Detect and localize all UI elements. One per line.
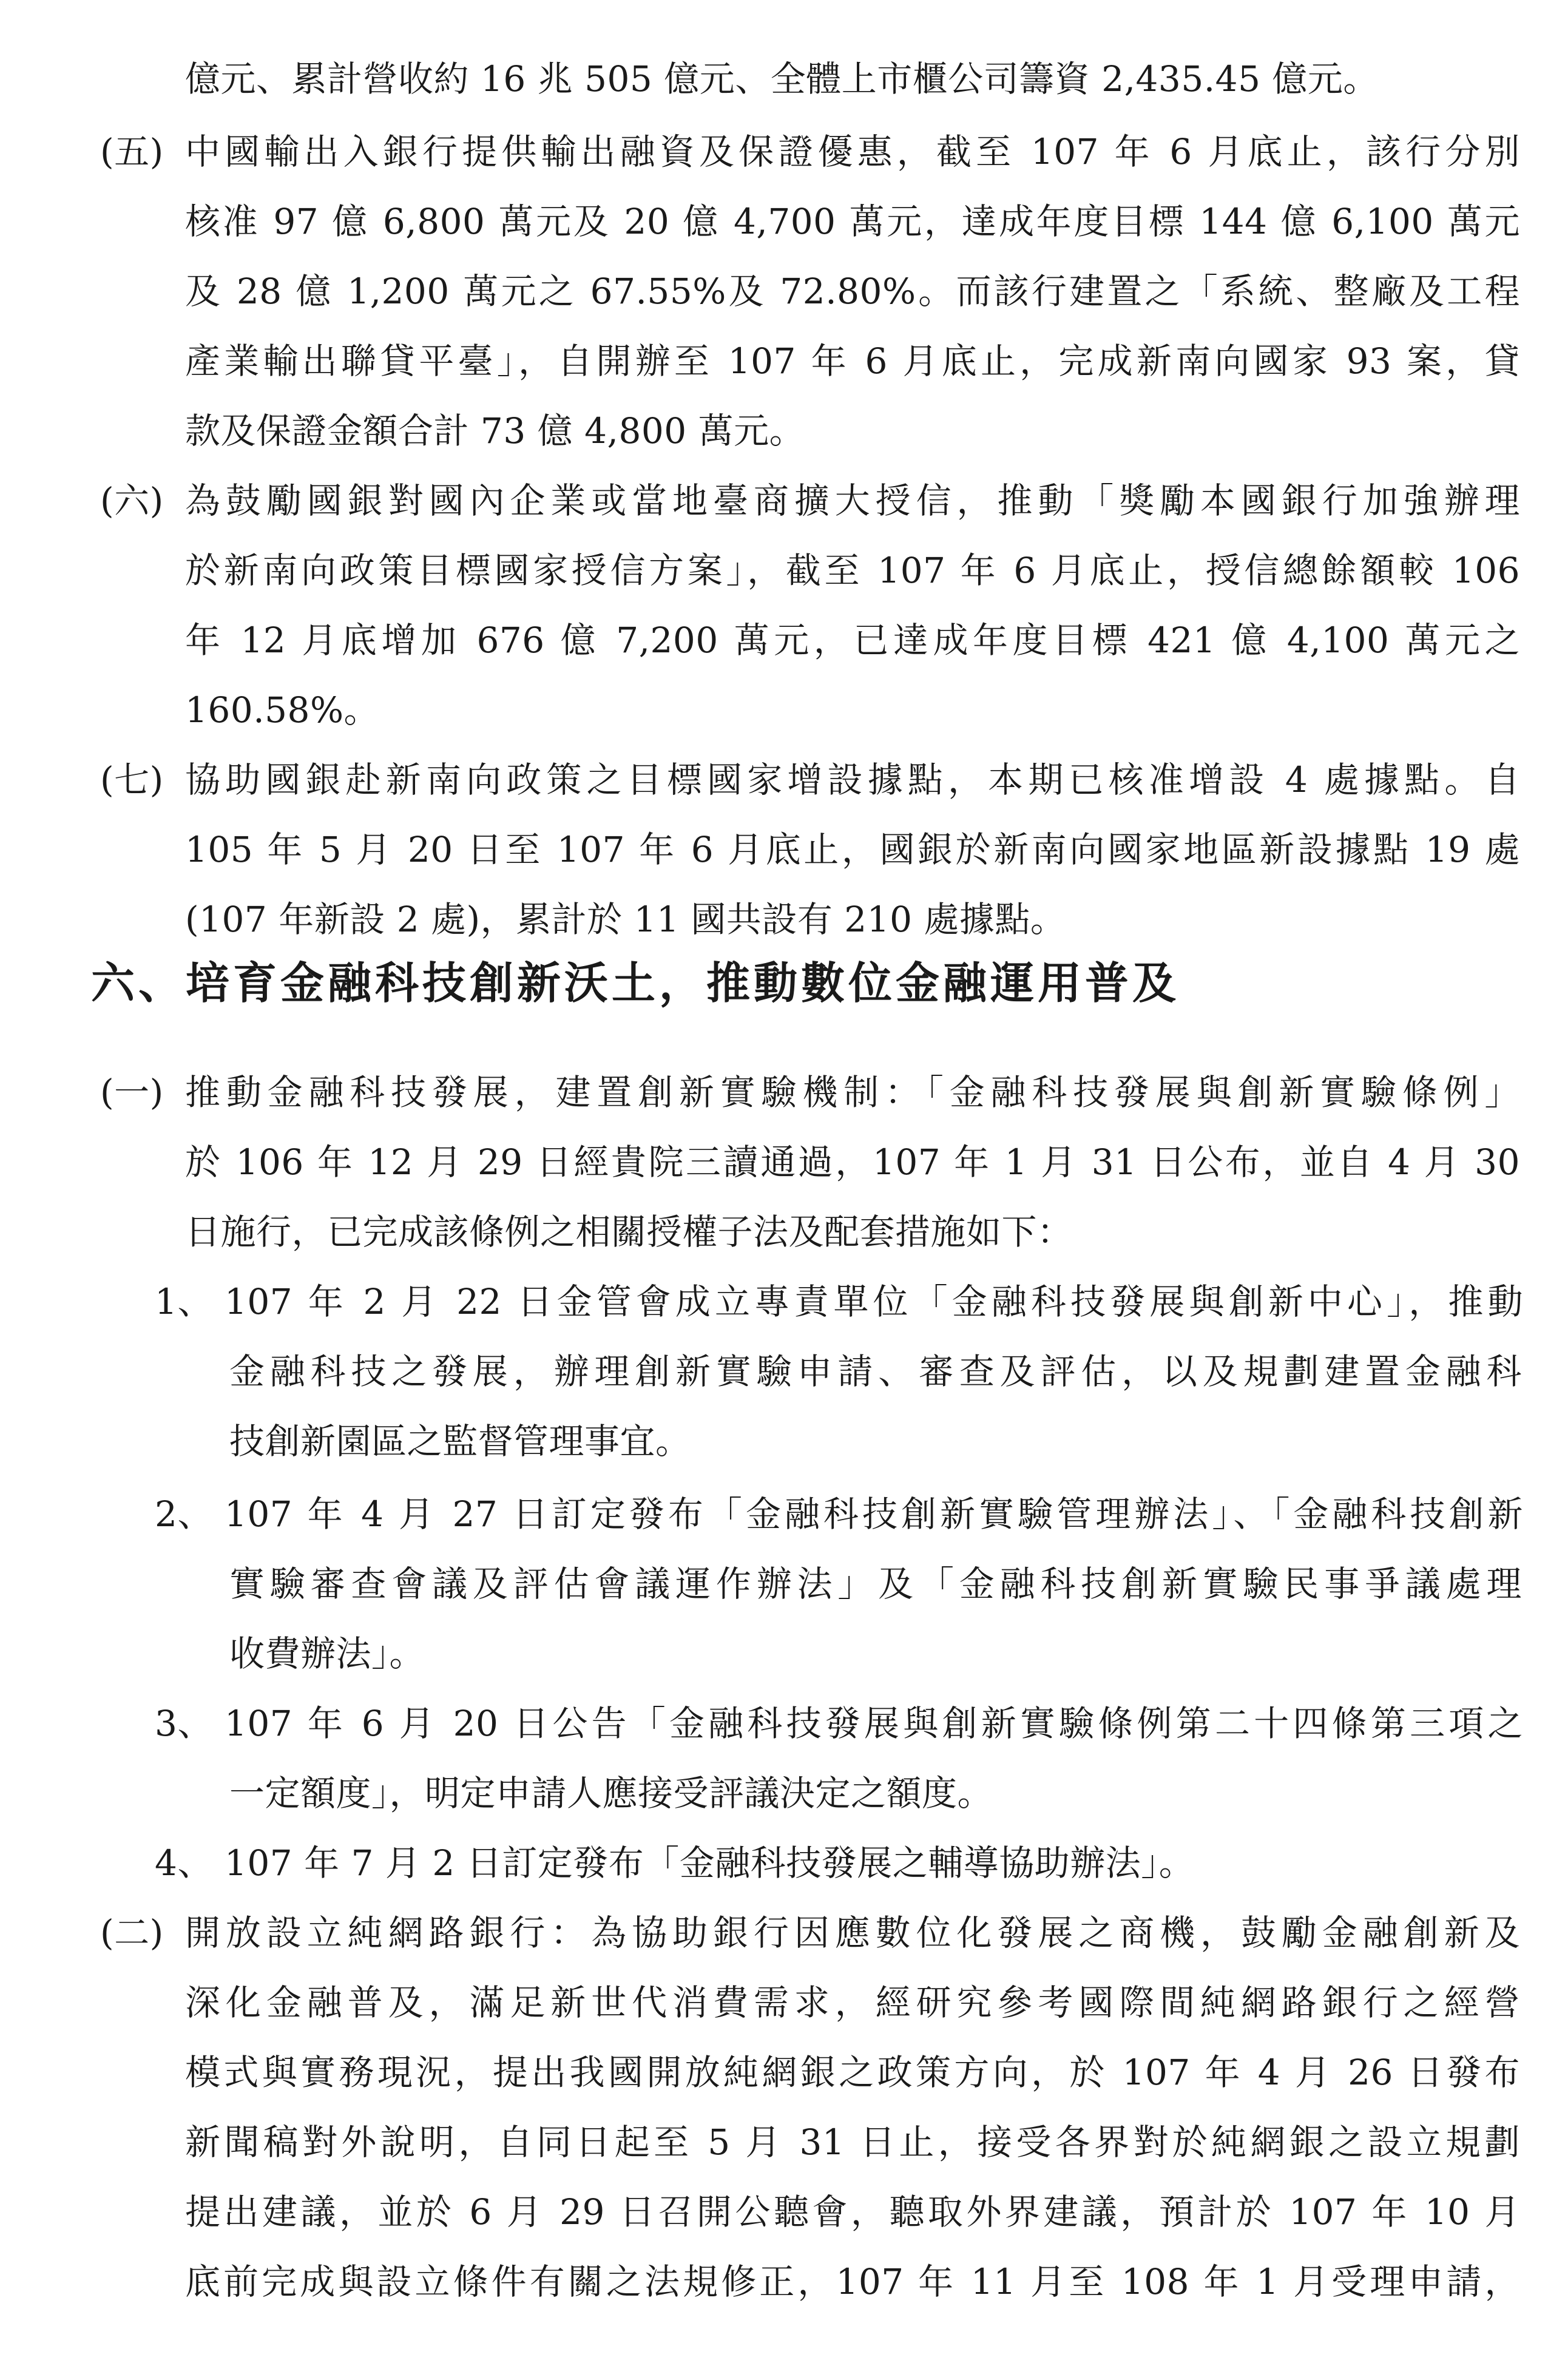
text-line: 於 106 年 12 月 29 日經貴院三讀通過，107 年 1 月 31 日公布，並自 4 月 30 — [185, 1141, 1520, 1183]
text-line: 開放設立純網路銀行：為協助銀行因應數位化發展之商機，鼓勵金融創新及 — [185, 1912, 1520, 1953]
text-line: 提出建議，並於 6 月 29 日召開公聽會，聽取外界建議，預計於 107 年 10 月 — [185, 2191, 1520, 2233]
text-line: 年 12 月底增加 676 億 7,200 萬元，已達成年度目標 421 億 4,100 萬元之 — [185, 620, 1520, 661]
item-marker: (六) — [100, 480, 164, 521]
text-line: 日施行，已完成該條例之相關授權子法及配套措施如下： — [185, 1211, 1073, 1253]
text-line: 深化金融普及，滿足新世代消費需求，經研究參考國際間純網路銀行之經營 — [185, 1982, 1520, 2023]
text-line: 160.58%。 — [185, 689, 380, 731]
text-line: 實驗審查會議及評估會議運作辦法」及「金融科技創新實驗民事爭議處理 — [229, 1563, 1522, 1604]
text-line: 款及保證金額合計 73 億 4,800 萬元。 — [185, 410, 805, 451]
sub-item-number: 2、 — [155, 1493, 213, 1535]
text-line: 模式與實務現況，提出我國開放純網銀之政策方向，於 107 年 4 月 26 日發布 — [185, 2052, 1520, 2093]
text-line: 核准 97 億 6,800 萬元及 20 億 4,700 萬元，達成年度目標 144 億 6,100 萬元 — [185, 201, 1520, 242]
text-line: 底前完成與設立條件有關之法規修正，107 年 11 月至 108 年 1 月受理申請， — [185, 2261, 1520, 2302]
text-line: 107 年 4 月 27 日訂定發布「金融科技創新實驗管理辦法」、「金融科技創新 — [225, 1493, 1523, 1535]
item-marker: (二) — [100, 1912, 164, 1953]
text-line: 於新南向政策目標國家授信方案」，截至 107 年 6 月底止，授信總餘額較 106 — [185, 550, 1520, 591]
text-line: 中國輸出入銀行提供輸出融資及保證優惠，截至 107 年 6 月底止，該行分別 — [185, 131, 1520, 172]
item-marker: (七) — [100, 759, 164, 800]
text-line: 技創新園區之監督管理事宜。 — [229, 1421, 691, 1462]
text-line: (107 年新設 2 處)，累計於 11 國共設有 210 處據點。 — [185, 899, 1066, 940]
item-marker: (一) — [100, 1072, 164, 1113]
text-line: 及 28 億 1,200 萬元之 67.55%及 72.80%。而該行建置之「系統、整廠及工程 — [185, 271, 1520, 312]
text-line: 107 年 6 月 20 日公告「金融科技發展與創新實驗條例第二十四條第三項之 — [225, 1703, 1523, 1744]
text-line: 107 年 2 月 22 日金管會成立專責單位「金融科技發展與創新中心」，推動 — [225, 1281, 1523, 1322]
text-line: 億元、累計營收約 16 兆 505 億元、全體上市櫃公司籌資 2,435.45 億元。 — [185, 58, 1379, 100]
text-line: 105 年 5 月 20 日至 107 年 6 月底止，國銀於新南向國家地區新設據點 19 處 — [185, 829, 1520, 870]
text-line: 為鼓勵國銀對國內企業或當地臺商擴大授信，推動「獎勵本國銀行加強辦理 — [185, 480, 1520, 521]
text-line: 推動金融科技發展，建置創新實驗機制：「金融科技發展與創新實驗條例」 — [185, 1072, 1520, 1113]
text-line: 新聞稿對外說明，自同日起至 5 月 31 日止，接受各界對於純網銀之設立規劃 — [185, 2122, 1520, 2163]
sub-item-number: 1、 — [155, 1281, 213, 1322]
text-line: 產業輸出聯貸平臺」，自開辦至 107 年 6 月底止，完成新南向國家 93 案，貸 — [185, 340, 1520, 382]
text-line: 協助國銀赴新南向政策之目標國家增設據點，本期已核准增設 4 處據點。自 — [185, 759, 1520, 800]
sub-item-number: 4、 — [155, 1842, 213, 1884]
text-line: 收費辦法」。 — [229, 1633, 425, 1674]
sub-item-number: 3、 — [155, 1703, 213, 1744]
text-line: 一定額度」，明定申請人應接受評議決定之額度。 — [229, 1773, 993, 1814]
item-marker: (五) — [100, 131, 164, 172]
text-line: 107 年 7 月 2 日訂定發布「金融科技發展之輔導協助辦法」。 — [225, 1842, 1195, 1884]
text-line: 金融科技之發展，辦理創新實驗申請、審查及評估，以及規劃建置金融科 — [229, 1351, 1522, 1392]
section-heading: 六、培育金融科技創新沃土，推動數位金融運用普及 — [91, 957, 1180, 1009]
